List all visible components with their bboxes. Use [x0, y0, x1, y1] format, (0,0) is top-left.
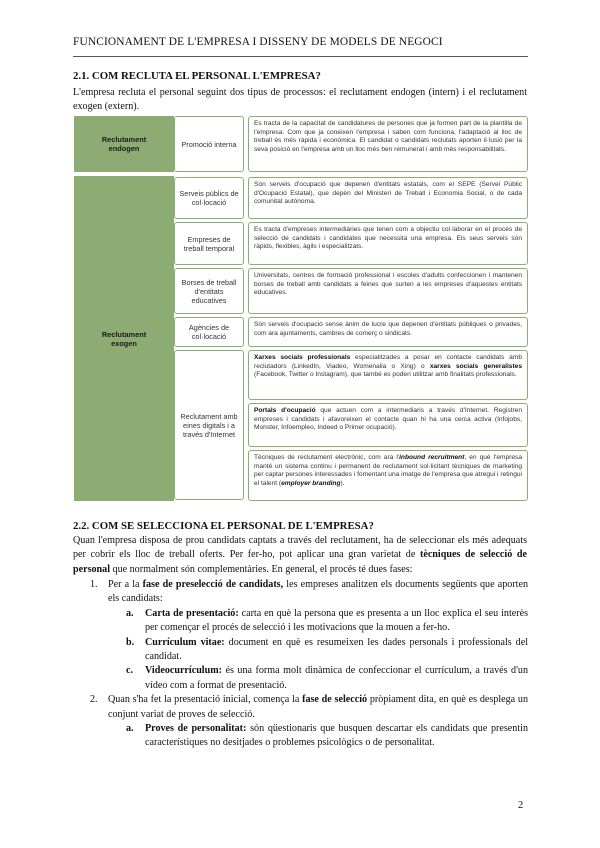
- page-number: 2: [518, 800, 524, 811]
- description-inbound-recruitment: Tècniques de reclutament electrònic, com ara l'inbound recruitment, en què l'empresa manté un sistema continu i permanent de reclutament sol·licitant tècniques de marketing per captar persones interessades i fomentant una imatge de l'empresa que atregui i retingui el talent (employer branding).: [254, 454, 522, 487]
- description-portals-ocupacio: Portals d'ocupació que actuen com a intermediaris a través d'Internet. Registren empreses i candidats i afavoreixen el contacte quan hi ha una cerca activa (Infojobs, Monster, Infoempleo, Indeed o Primer ocupació).: [254, 407, 522, 432]
- method-ett: Empreses de treball temporal: [183, 234, 235, 253]
- selection-phases-list: [90, 578, 528, 751]
- list-item: b. Currículum vitae: document en què es resumeixen les dades personals i professionals del candidat.: [126, 636, 528, 663]
- selection-intro: Quan l'empresa disposa de prou candidats captats a través del reclutament, ha de seleccionar els més adequats per cobrir els lloc de treball oferts. Per fer-ho, pot aplicar una gran varietat de tècniques de selecció de personal que normalment són complementàries. En general, el procés té dues fases:: [73, 535, 527, 575]
- description-agencies: Són serveis d'ocupació sense ànim de lucre que depenen d'entitats públiques o privades, com ara ajuntaments, cambres de comerç o sindicats.: [254, 321, 522, 337]
- description-borses-treball: Universitats, centres de formació professional i escoles d'adults confeccionen i mantenen borses de treball amb candidats a feines que surten a les empreses d'aquestes entitats educatives.: [254, 272, 522, 297]
- list-item: a. Proves de personalitat: són qüestionaris que busquen descartar els candidats que presentin característiques no desitjades o problemes psicològics o de personalitat.: [126, 723, 528, 749]
- category-exogen: Reclutament exogen: [101, 329, 147, 348]
- list-item: c. Videocurrículum: és una forma molt dinàmica de confeccionar el currículum, a través d'un vídeo com a format de presentació.: [126, 665, 528, 691]
- list-item: a. Carta de presentació: carta en què la persona que es presenta a un lloc explica el seu interès per començar el procés de selecció i les motivacions que la mouen a fer-ho.: [126, 607, 528, 634]
- list-item: 2. Quan s'ha fet la presentació inicial, comença la fase de selecció pròpiament dita, en què es desplega un conjunt variat de proves de selecció.: [90, 694, 528, 720]
- method-promocio-interna: Promoció interna: [181, 139, 237, 149]
- recruitment-intro: L'empresa recluta el personal seguint dos tipus de processos: el reclutament endogen (intern) i el reclutament exogen (extern).: [73, 87, 527, 113]
- description-ett: Es tracta d'empreses intermediàries que tenen com a objectiu col·laborar en el procés de selecció de candidats i candidates que necessita una empresa. Els seus serveis són ràpids, flexibles, àgils i especialitzats.: [254, 226, 522, 251]
- header-divider: [73, 56, 528, 57]
- method-borses-treball: Borses de treball d'entitats educatives: [181, 277, 237, 305]
- recruitment-table: [74, 116, 528, 501]
- category-endogen: Reclutament endogen: [101, 135, 147, 153]
- section-heading-recruitment: 2.1. COM RECLUTA EL PERSONAL L'EMPRESA?: [73, 70, 321, 82]
- description-serveis-publics: Són serveis d'ocupació que depenen d'entitats estatals, com el SEPE (Servei Públic d'Ocupació Estatal), que depèn del Ministeri de Treball i Economia Social, o de cada comunitat autònoma.: [254, 181, 522, 206]
- method-serveis-publics: Serveis públics de col·locació: [179, 189, 239, 207]
- description-xarxes-socials: Xarxes socials professionals especialitzades a posar en contacte candidats amb reclutadors (LinkedIn, Viadeo, Womenalia o Xing) o xarxes socials generalistes (Facebook, Twitter o Instagram), que també es poden utilitzar amb finalitats professionals.: [254, 354, 522, 379]
- list-item: 1. Per a la fase de preselecció de candidats, les empreses analitzen els documents següents que aporten els candidats:: [90, 579, 528, 605]
- description-promocio-interna: Es tracta de la capacitat de candidatures de persones que ja formen part de la plantilla de l'empresa. Com que ja coneixen l'empresa i saben com funciona, l'adaptació al lloc de treball és més ràpida i econòmica. El candidat o candidats reclutats aporten il·lusió per la seva posició en l'empresa amb un lloc més ben remunerat i amb més responsabilitats.: [254, 120, 522, 153]
- method-agencies: Agències de col·locació: [188, 323, 230, 341]
- section-heading-selection: 2.2. COM SE SELECCIONA EL PERSONAL DE L'EMPRESA?: [73, 520, 374, 532]
- page-header: FUNCIONAMENT DE L'EMPRESA I DISSENY DE MODELS DE NEGOCI: [73, 36, 443, 48]
- method-eines-digitals: Reclutament amb eines digitals i a través d'Internet: [180, 411, 238, 439]
